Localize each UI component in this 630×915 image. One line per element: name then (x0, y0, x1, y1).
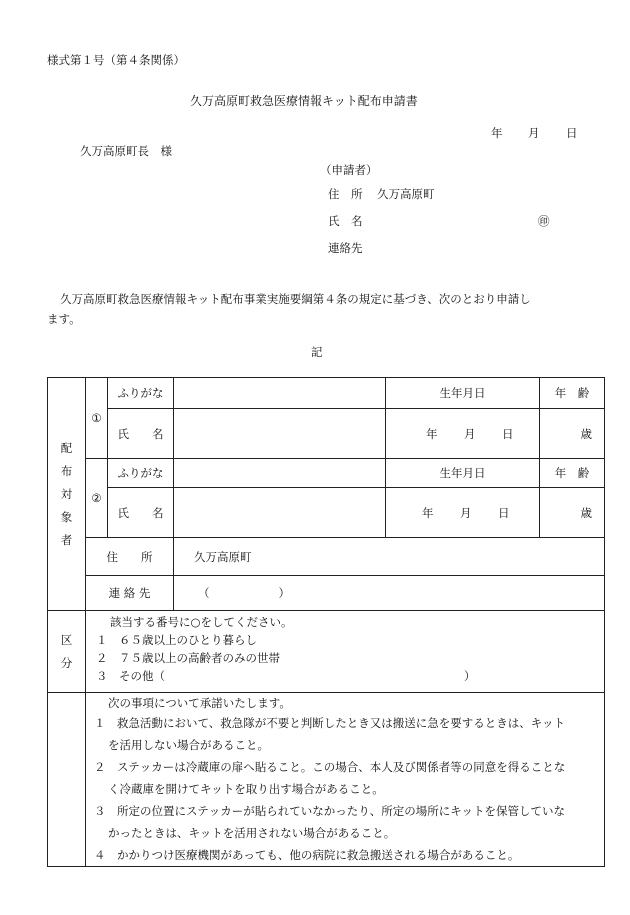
person1-furigana-label: ふりがな (108, 378, 174, 409)
person1-name-label: 氏 名 (108, 409, 174, 459)
consent-item-3: ３ 所定の位置にステッカーが貼られていなかったり、所定の場所にキットを保管していな (94, 804, 566, 818)
person2-furigana-field[interactable] (174, 459, 386, 488)
consent-item-2-cont: く冷蔵庫を開けてキットを取り出す場合があること。 (108, 782, 384, 796)
seal-mark: ㊞ (538, 214, 550, 228)
person2-name-field[interactable] (174, 488, 386, 538)
form-number: 様式第１号（第４条関係） (47, 53, 185, 67)
address-label: 住 所 (86, 538, 174, 576)
category-option-1[interactable]: １ ６５歳以上のひとり暮らし (96, 633, 257, 647)
body-text-line1: 久万高原町救急医療情報キット配布事業実施要綱第４条の規定に基づき、次のとおり申請し (60, 292, 531, 306)
consent-item-2: ２ ステッカーは冷蔵庫の扉へ貼ること。この場合、本人及び関係者等の同意を得ることな (94, 760, 566, 774)
applicant-heading: （申請者） (320, 163, 378, 177)
category-option-2[interactable]: ２ ７５歳以上の高齢者のみの世帯 (96, 651, 280, 665)
page-title: 久万高原町救急医療情報キット配布申請書 (190, 94, 418, 108)
person2-furigana-label: ふりがな (108, 459, 174, 488)
date-day: 日 (566, 126, 578, 140)
category-label: 区 分 (48, 611, 86, 693)
person2-number: ② (86, 459, 108, 538)
person2-age-label: 年 齢 (540, 459, 605, 488)
ki-heading: 記 (311, 345, 323, 359)
person1-age-field[interactable]: 歳 (540, 409, 605, 459)
applicant-name-label: 氏 名 (328, 214, 363, 228)
person1-name-field[interactable] (174, 409, 386, 459)
recipients-label: 配 布 対 象 者 (48, 378, 86, 611)
body-text-line2: ます。 (47, 312, 81, 326)
contact-value: （ ） (198, 586, 290, 600)
applicant-address-label: 住 所 (328, 187, 363, 201)
category-instruction: 該当する番号に○をしてください。 (110, 615, 293, 629)
consent-item-3-cont: かったときは、キットを活用されない場合があること。 (108, 826, 396, 840)
consent-item-4: ４ かかりつけ医療機関があっても、他の病院に救急搬送される場合があること。 (94, 848, 520, 862)
person1-dob-label: 生年月日 (386, 378, 540, 409)
person1-dob-field[interactable]: 年 月 日 (386, 409, 540, 459)
contact-field[interactable] (174, 576, 605, 611)
application-table (47, 377, 605, 867)
category-options (86, 611, 605, 693)
consent-item-1-cont: を活用しない場合があること。 (108, 738, 269, 752)
date-year: 年 (491, 126, 503, 140)
person1-age-label: 年 齢 (540, 378, 605, 409)
category-option-3[interactable]: ３ その他（ ） (96, 669, 476, 683)
consent-item-1: １ 救急活動において、救急隊が不要と判断したとき又は搬送に急を要するときは、キット (94, 716, 566, 730)
consent-text (86, 693, 605, 867)
applicant-address-value: 久万高原町 (377, 187, 435, 201)
address-field[interactable] (174, 538, 605, 576)
person1-furigana-field[interactable] (174, 378, 386, 409)
person2-age-field[interactable]: 歳 (540, 488, 605, 538)
date-month: 月 (528, 126, 540, 140)
person1-number: ① (86, 378, 108, 459)
consent-intro: 次の事項について承諾いたします。 (108, 696, 291, 710)
applicant-contact-label: 連絡先 (328, 241, 363, 255)
consent-label-cell (48, 693, 86, 867)
person2-dob-field[interactable]: 年 月 日 (386, 488, 540, 538)
person2-name-label: 氏 名 (108, 488, 174, 538)
addressee: 久万高原町長 様 (80, 144, 172, 158)
address-value: 久万高原町 (194, 549, 252, 564)
person2-dob-label: 生年月日 (386, 459, 540, 488)
contact-label: 連 絡 先 (86, 576, 174, 611)
